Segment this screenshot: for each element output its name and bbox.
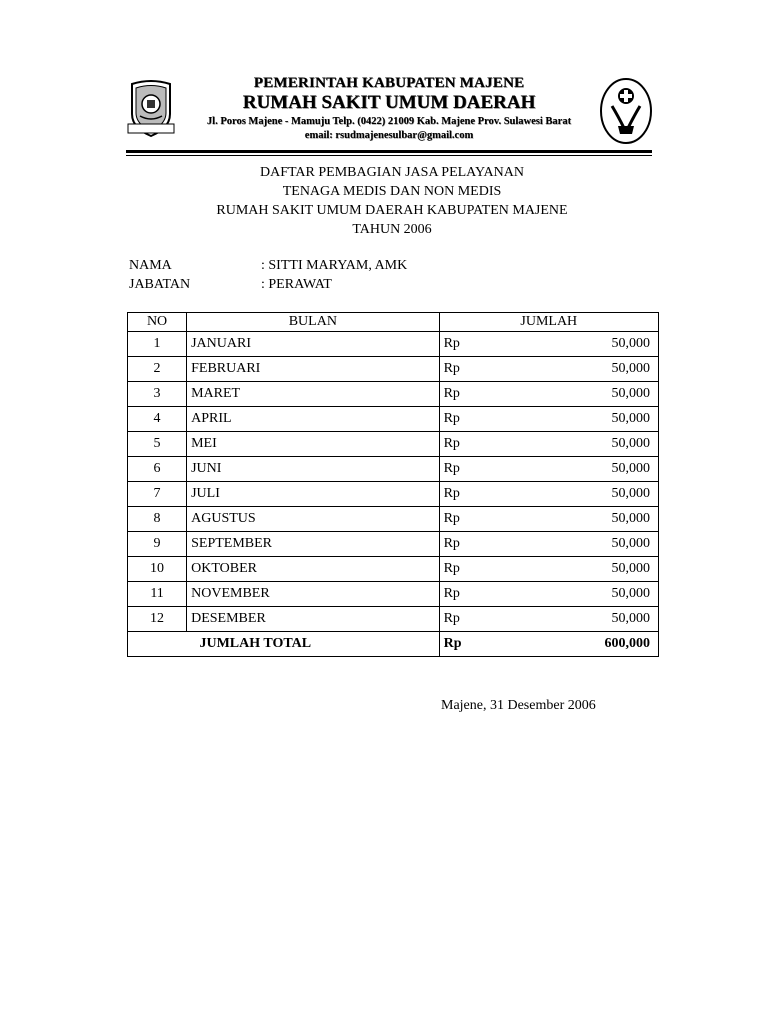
row-currency: Rp — [443, 361, 460, 376]
jabatan-label: JABATAN — [129, 277, 191, 292]
letterhead-rule-thin — [126, 155, 652, 156]
row-amount: 50,000 — [611, 486, 650, 501]
row-no: 10 — [128, 557, 187, 582]
header-no: NO — [128, 313, 187, 332]
row-currency: Rp — [443, 411, 460, 426]
row-no: 2 — [128, 357, 187, 382]
row-currency: Rp — [443, 561, 460, 576]
row-amount: 50,000 — [611, 511, 650, 526]
table-row — [128, 532, 659, 557]
row-currency: Rp — [443, 486, 460, 501]
table-row — [128, 507, 659, 532]
total-cell — [439, 632, 658, 657]
title-line: DAFTAR PEMBAGIAN JASA PELAYANAN — [259, 165, 524, 180]
letterhead — [120, 74, 660, 156]
total-row — [128, 632, 659, 657]
title-line: TENAGA MEDIS DAN NON MEDIS — [282, 184, 502, 199]
row-amount-cell — [439, 432, 658, 457]
table-row — [128, 482, 659, 507]
total-label: JUMLAH TOTAL — [128, 632, 440, 657]
row-amount: 50,000 — [611, 611, 650, 626]
document-title — [128, 163, 656, 239]
row-currency: Rp — [443, 511, 460, 526]
table-row — [128, 332, 659, 357]
table-row — [128, 557, 659, 582]
row-no: 7 — [128, 482, 187, 507]
table-row — [128, 607, 659, 632]
row-amount: 50,000 — [611, 586, 650, 601]
row-month: FEBRUARI — [187, 357, 439, 382]
table-header-row — [128, 313, 659, 332]
employee-info — [129, 256, 407, 294]
bakti-husada-logo-icon — [598, 76, 654, 146]
row-amount-cell — [439, 582, 658, 607]
row-amount-cell — [439, 482, 658, 507]
row-amount-cell — [439, 607, 658, 632]
majene-regency-seal-icon — [126, 78, 176, 140]
row-month: AGUSTUS — [187, 507, 439, 532]
row-currency: Rp — [443, 536, 460, 551]
letterhead-rule-thick — [126, 150, 652, 153]
table-row — [128, 407, 659, 432]
row-no: 8 — [128, 507, 187, 532]
header-bulan: BULAN — [187, 313, 439, 332]
row-amount-cell — [439, 382, 658, 407]
row-amount-cell — [439, 532, 658, 557]
row-month: APRIL — [187, 407, 439, 432]
row-no: 1 — [128, 332, 187, 357]
row-no: 3 — [128, 382, 187, 407]
row-amount-cell — [439, 457, 658, 482]
row-amount-cell — [439, 332, 658, 357]
header-jumlah: JUMLAH — [439, 313, 658, 332]
nama-value: : SITTI MARYAM, AMK — [261, 258, 408, 273]
table-row — [128, 382, 659, 407]
title-line: TAHUN 2006 — [352, 222, 432, 237]
jabatan-value: : PERAWAT — [261, 277, 332, 292]
row-amount: 50,000 — [611, 436, 650, 451]
table-row — [128, 357, 659, 382]
row-month: OKTOBER — [187, 557, 439, 582]
place-date: Majene, 31 Desember 2006 — [441, 698, 596, 713]
table-row — [128, 432, 659, 457]
row-month: NOVEMBER — [187, 582, 439, 607]
row-month: JULI — [187, 482, 439, 507]
row-amount: 50,000 — [611, 411, 650, 426]
hospital-address: Jl. Poros Majene - Mamuju Telp. (0422) 21009 Kab. Majene Prov. Sulawesi Barat — [206, 116, 572, 127]
total-currency: Rp — [443, 636, 462, 651]
hospital-email: email: rsudmajenesulbar@gmail.com — [304, 130, 474, 141]
row-month: DESEMBER — [187, 607, 439, 632]
row-amount: 50,000 — [611, 561, 650, 576]
row-month: JANUARI — [187, 332, 439, 357]
row-currency: Rp — [443, 436, 460, 451]
row-no: 5 — [128, 432, 187, 457]
row-no: 12 — [128, 607, 187, 632]
row-month: MEI — [187, 432, 439, 457]
table-row — [128, 582, 659, 607]
government-name: PEMERINTAH KABUPATEN MAJENE — [253, 75, 525, 91]
row-no: 11 — [128, 582, 187, 607]
row-no: 9 — [128, 532, 187, 557]
row-month: JUNI — [187, 457, 439, 482]
row-currency: Rp — [443, 611, 460, 626]
row-currency: Rp — [443, 461, 460, 476]
row-amount-cell — [439, 507, 658, 532]
nama-label: NAMA — [129, 258, 172, 273]
row-amount: 50,000 — [611, 361, 650, 376]
row-amount: 50,000 — [611, 386, 650, 401]
row-amount-cell — [439, 557, 658, 582]
row-month: SEPTEMBER — [187, 532, 439, 557]
row-amount-cell — [439, 407, 658, 432]
row-amount: 50,000 — [611, 461, 650, 476]
row-amount: 50,000 — [611, 536, 650, 551]
total-amount: 600,000 — [604, 636, 650, 651]
row-month: MARET — [187, 382, 439, 407]
row-currency: Rp — [443, 586, 460, 601]
payment-table — [127, 312, 659, 657]
row-currency: Rp — [443, 336, 460, 351]
title-line: RUMAH SAKIT UMUM DAERAH KABUPATEN MAJENE — [216, 203, 568, 218]
row-amount-cell — [439, 357, 658, 382]
row-amount: 50,000 — [611, 336, 650, 351]
table-row — [128, 457, 659, 482]
row-no: 6 — [128, 457, 187, 482]
row-no: 4 — [128, 407, 187, 432]
hospital-name: RUMAH SAKIT UMUM DAERAH — [242, 92, 536, 113]
row-currency: Rp — [443, 386, 460, 401]
